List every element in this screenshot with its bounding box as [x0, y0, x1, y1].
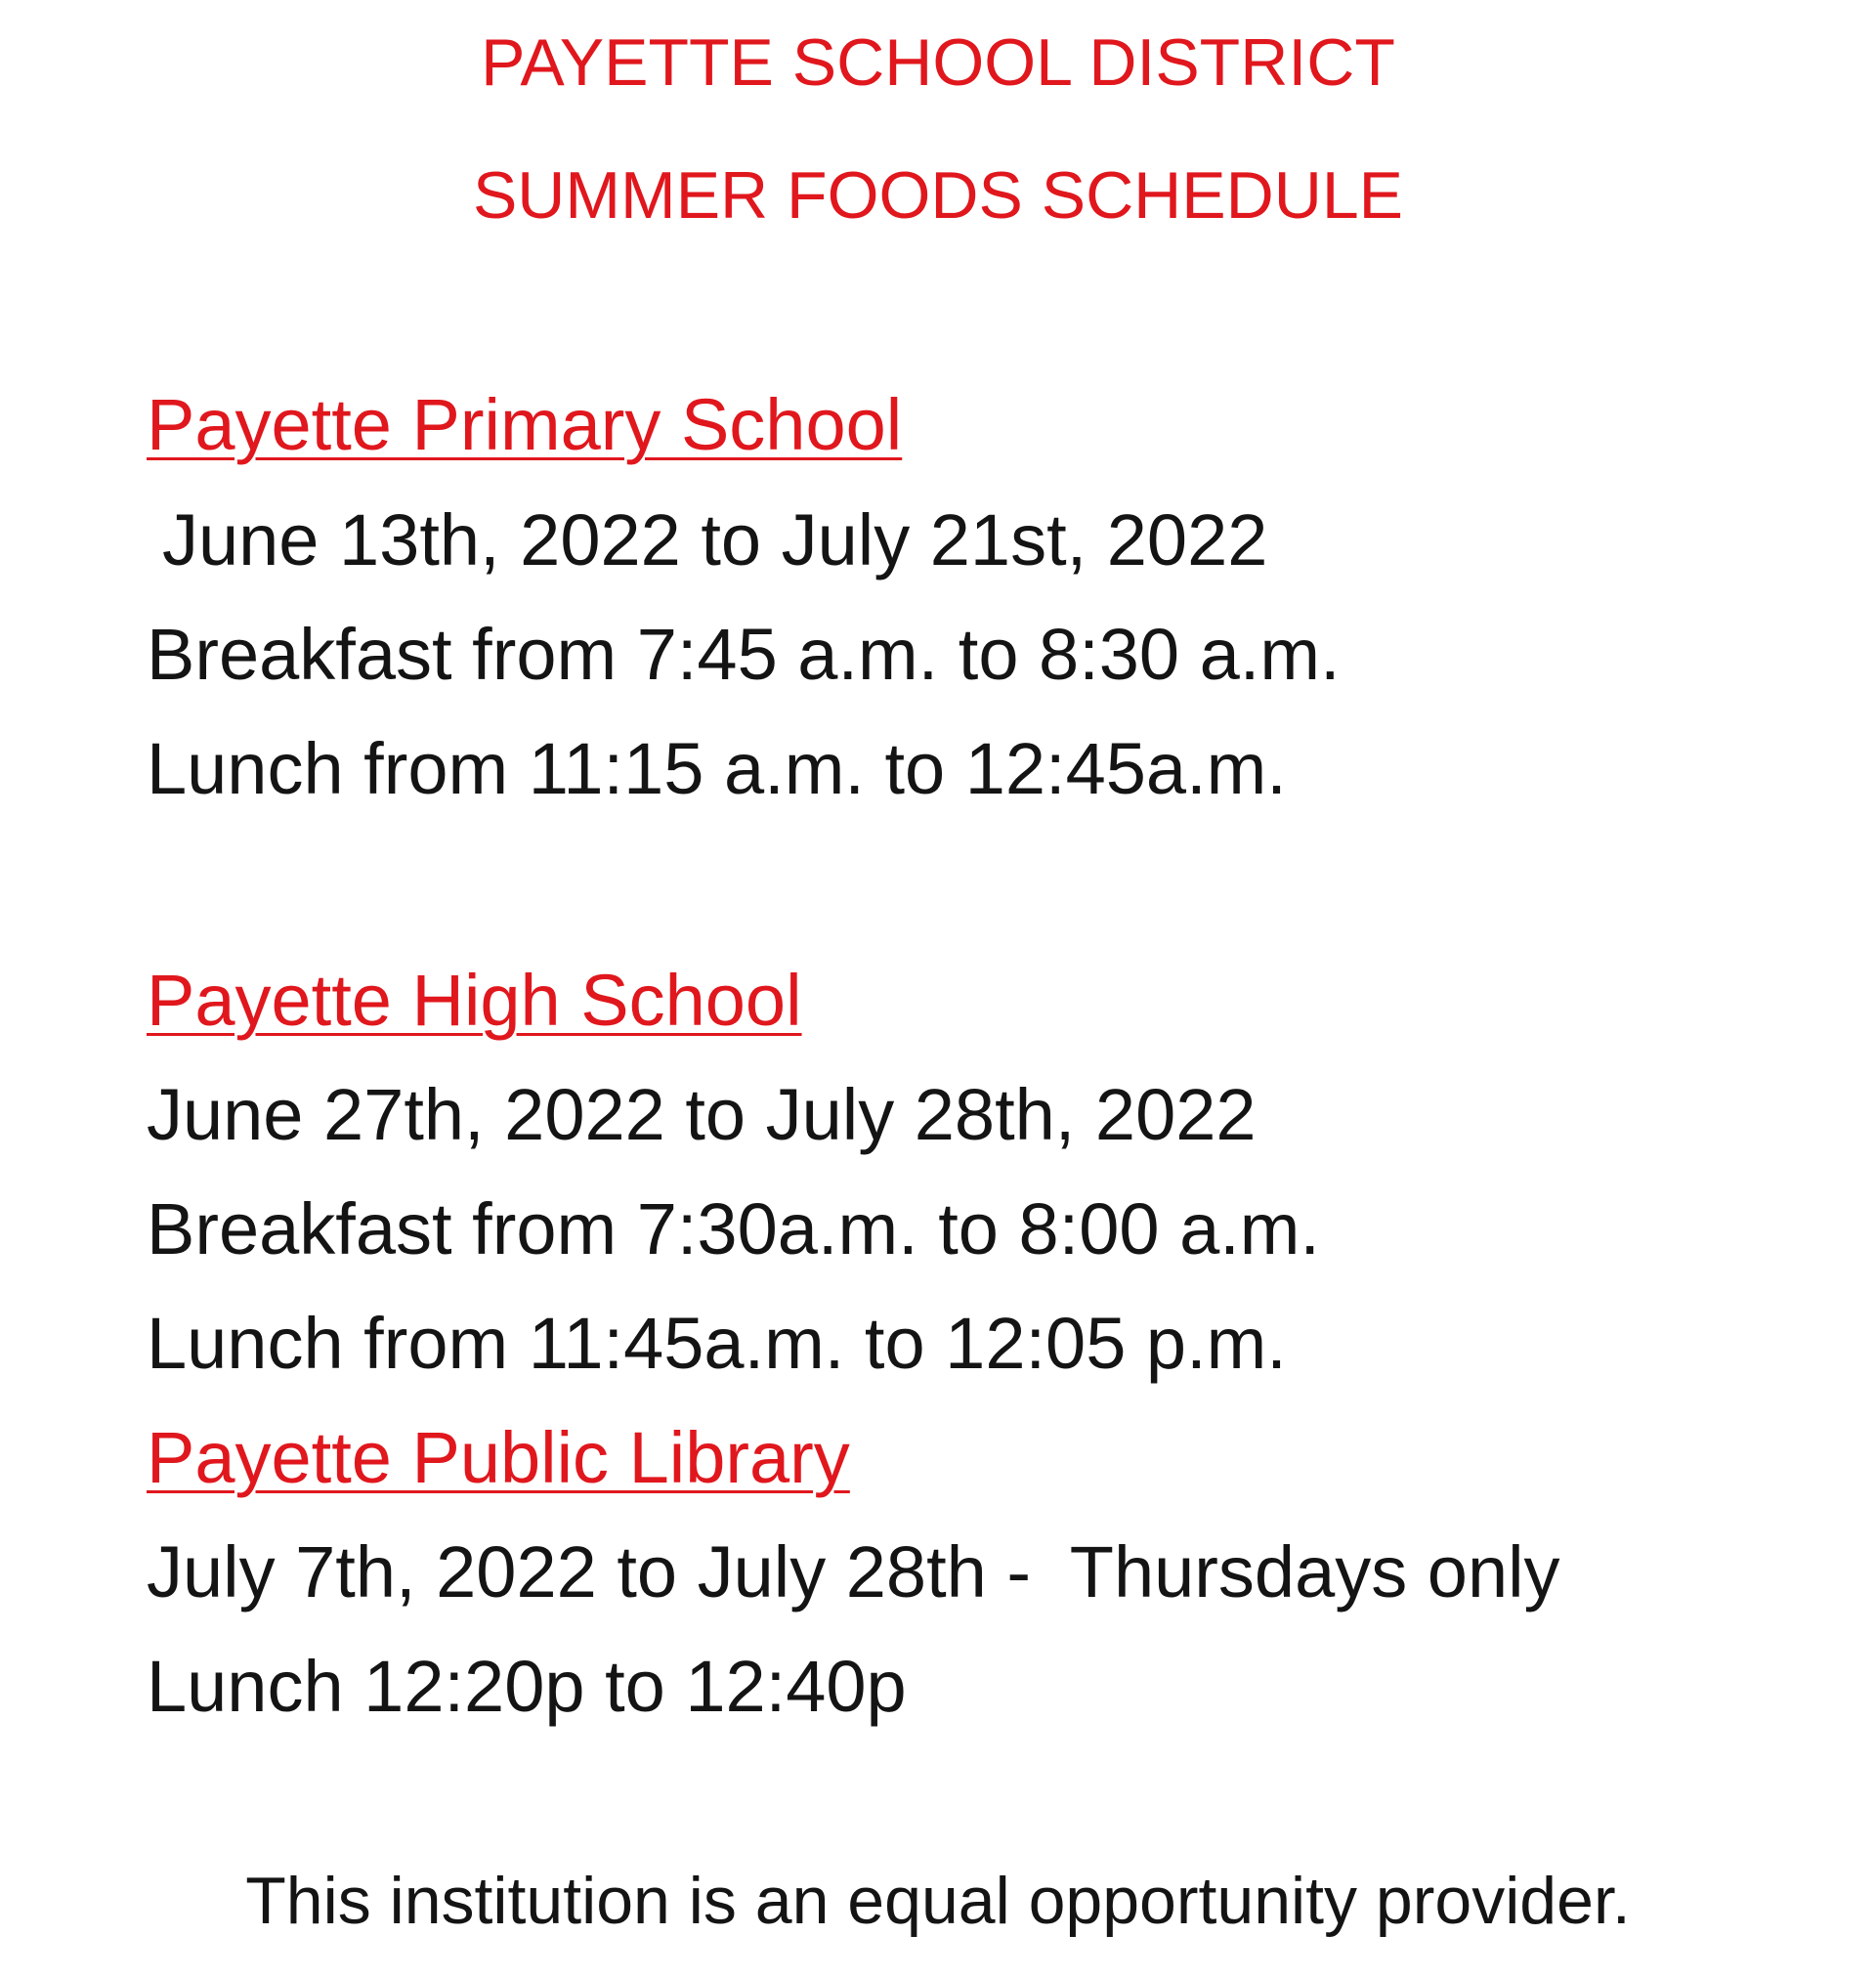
site-lunch-primary-school: Lunch from 11:15 a.m. to 12:45a.m. — [147, 728, 1287, 809]
site-dates-public-library: July 7th, 2022 to July 28th - Thursdays only — [147, 1531, 1560, 1612]
site-breakfast-high-school: Breakfast from 7:30a.m. to 8:00 a.m. — [147, 1188, 1320, 1269]
schedule-title: SUMMER FOODS SCHEDULE — [472, 158, 1404, 233]
site-breakfast-primary-school: Breakfast from 7:45 a.m. to 8:30 a.m. — [147, 614, 1341, 695]
site-dates-high-school: June 27th, 2022 to July 28th, 2022 — [147, 1074, 1257, 1155]
site-heading-public-library: Payette Public Library — [147, 1417, 850, 1498]
site-lunch-high-school: Lunch from 11:45a.m. to 12:05 p.m. — [147, 1303, 1287, 1384]
equal-opportunity-statement: This institution is an equal opportunity provider. — [245, 1864, 1631, 1938]
site-heading-primary-school: Payette Primary School — [147, 384, 903, 465]
site-dates-primary-school: June 13th, 2022 to July 21st, 2022 — [162, 499, 1268, 580]
site-heading-high-school: Payette High School — [147, 960, 802, 1041]
district-title: PAYETTE SCHOOL DISTRICT — [481, 25, 1395, 100]
site-lunch-public-library: Lunch 12:20p to 12:40p — [147, 1646, 907, 1727]
